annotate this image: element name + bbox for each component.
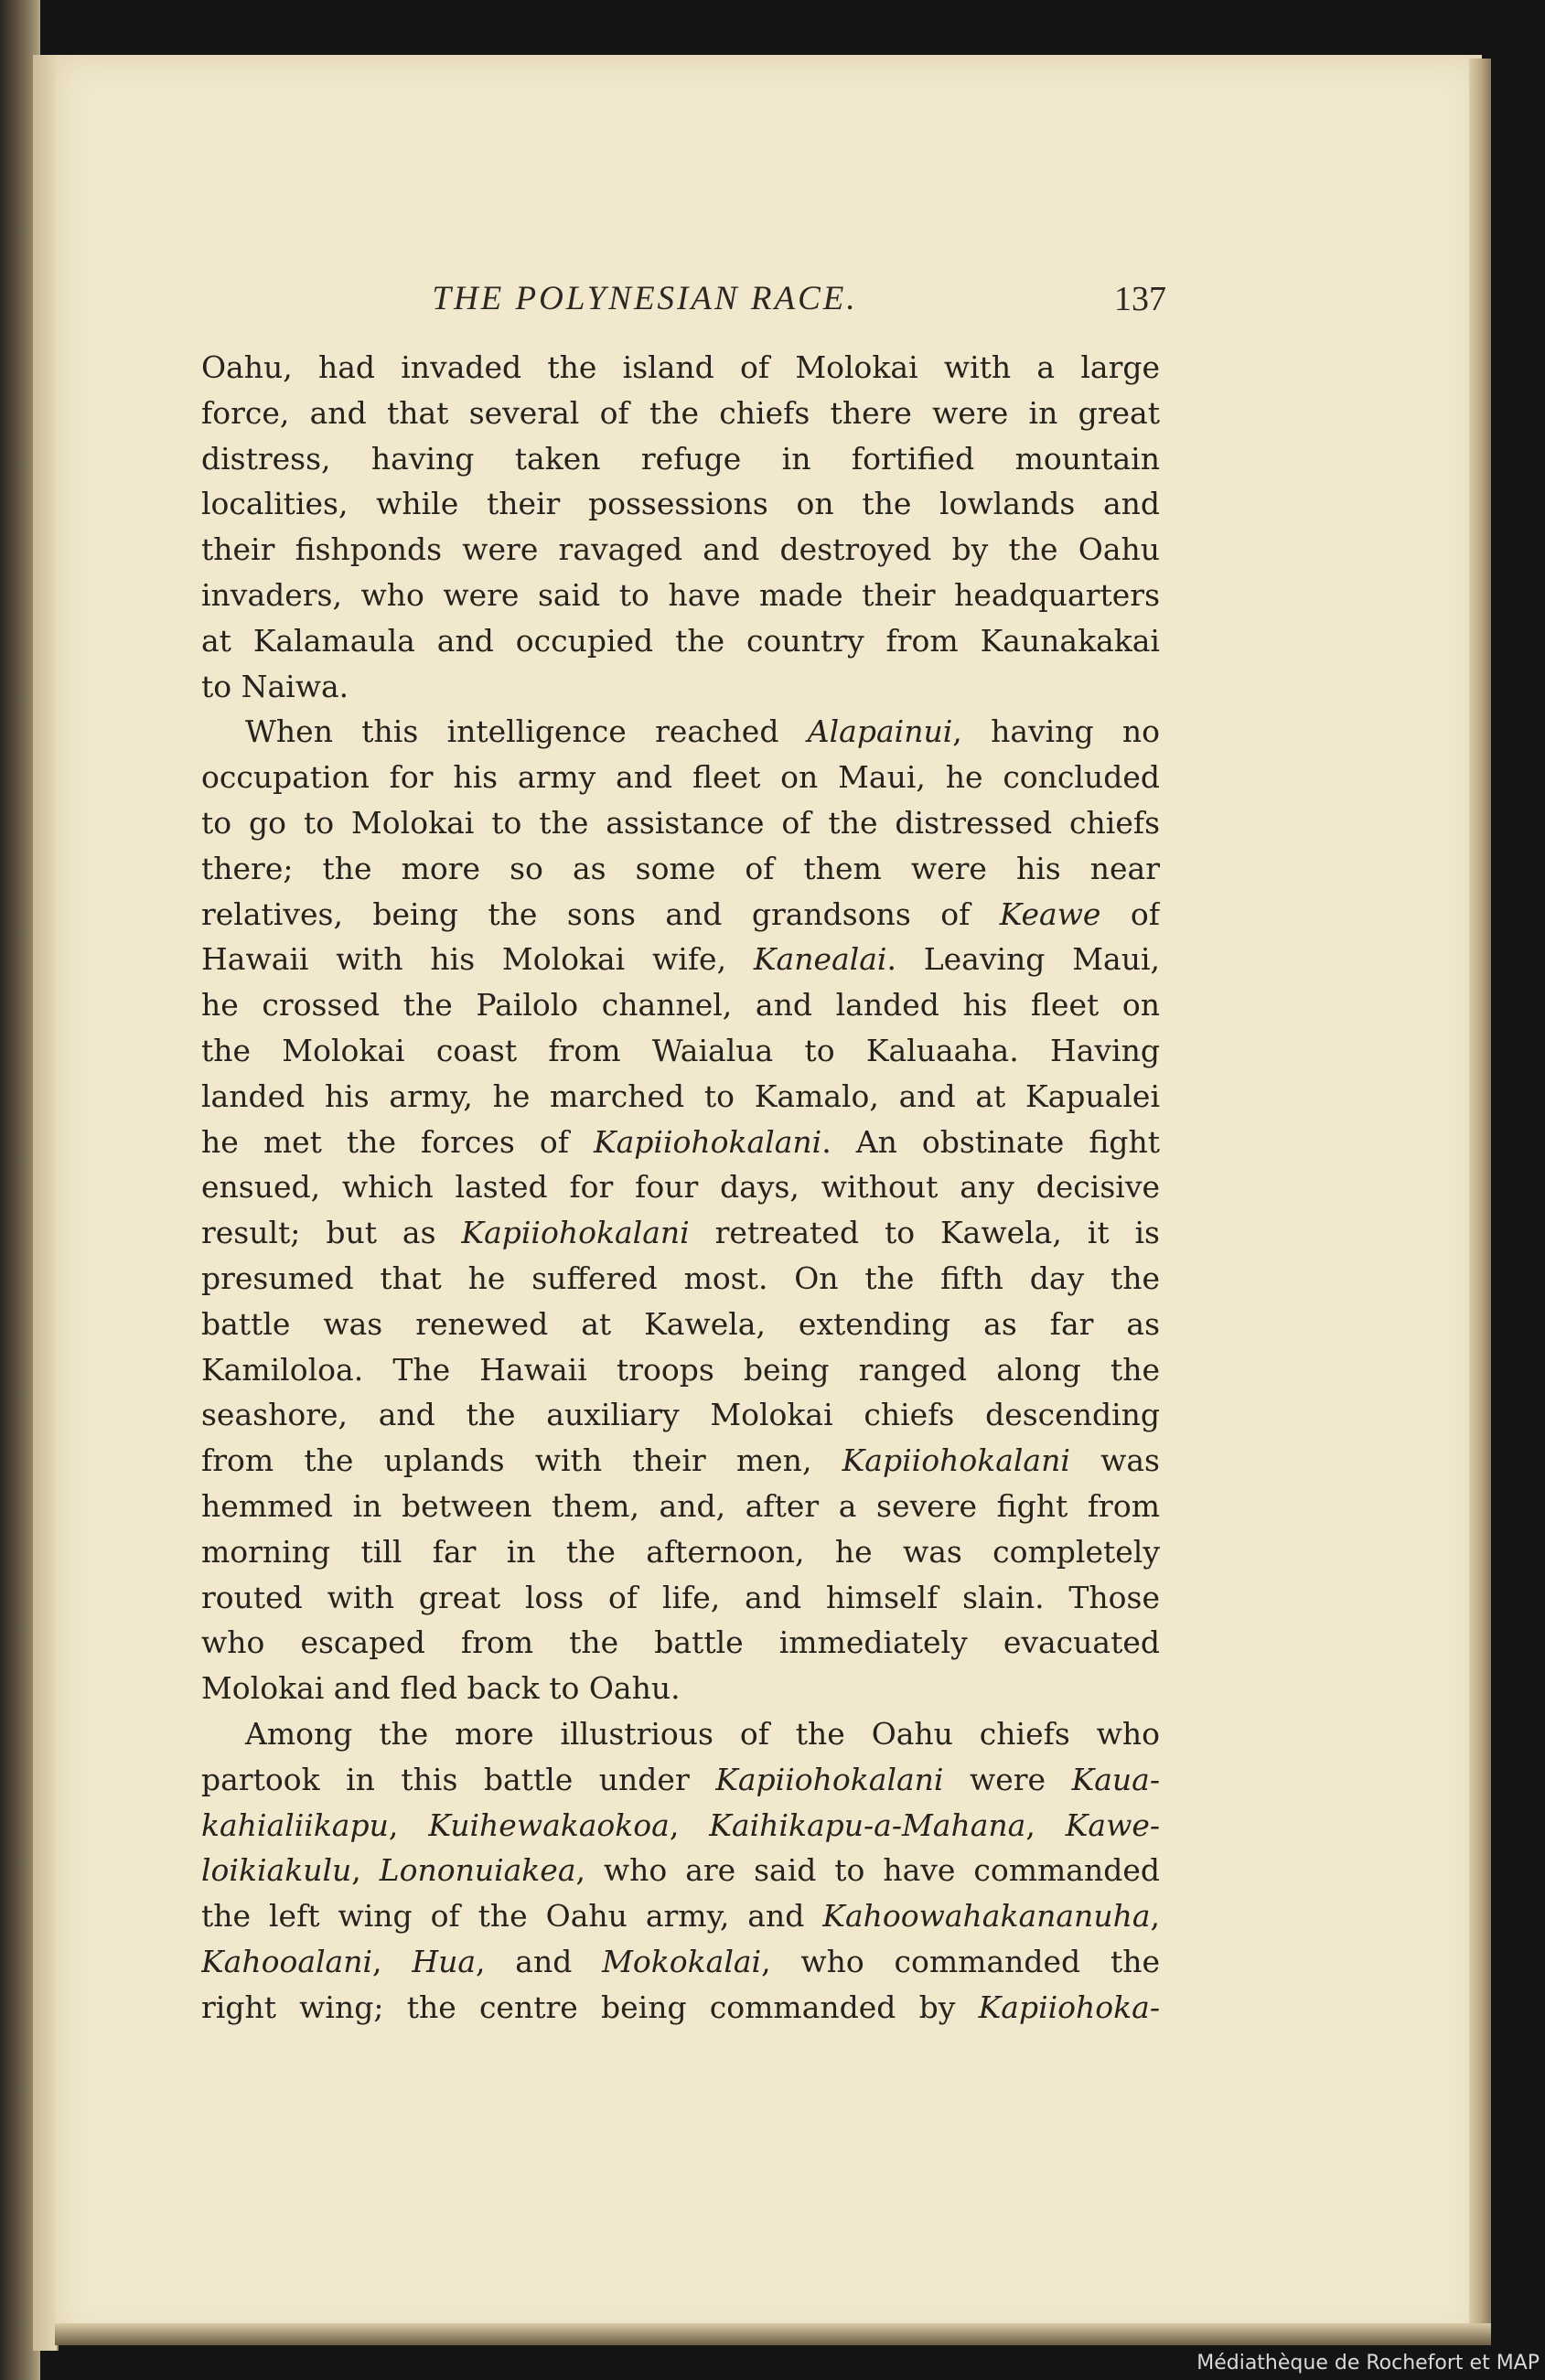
text-line: relatives, being the sons and grandsons of Keawe of bbox=[201, 895, 1160, 932]
text-line: kahialiikapu, Kuihewakaokoa, Kaihikapu-a-Mahana, Kawe- bbox=[201, 1806, 1160, 1843]
text-line: the left wing of the Oahu army, and Kahoowahakananuha, bbox=[201, 1898, 1160, 1935]
page-number: 137 bbox=[1114, 280, 1166, 318]
text-line: who escaped from the battle immediately evacuated bbox=[201, 1624, 1160, 1661]
text-line: he crossed the Pailolo channel, and landed his fleet on bbox=[201, 987, 1160, 1024]
text-line: presumed that he suffered most. On the fifth day the bbox=[201, 1260, 1160, 1296]
text-line: battle was renewed at Kawela, extending as far as bbox=[201, 1305, 1160, 1342]
text-line: ensued, which lasted for four days, without any decisive bbox=[201, 1169, 1160, 1206]
text-line: partook in this battle under Kapiiohokalani were Kaua- bbox=[201, 1761, 1160, 1797]
watermark-credit: Médiathèque de Rochefort et MAP bbox=[1196, 2352, 1540, 2375]
body-text bbox=[201, 345, 1160, 2030]
text-line: loikiakulu, Lononuiakea, who are said to have commanded bbox=[201, 1852, 1160, 1889]
text-line: When this intelligence reached Alapainui, having no bbox=[245, 713, 1160, 750]
text-line: hemmed in between them, and, after a severe fight from bbox=[201, 1487, 1160, 1524]
page-bottom-edge bbox=[55, 2323, 1491, 2345]
text-line: to Naiwa. bbox=[201, 668, 349, 704]
text-line: Kahooalani, Hua, and Mokokalai, who commanded the bbox=[201, 1943, 1160, 1979]
text-line: routed with great loss of life, and himself slain. Those bbox=[201, 1579, 1160, 1615]
text-line: their fishponds were ravaged and destroyed by the Oahu bbox=[201, 531, 1160, 568]
text-line: Among the more illustrious of the Oahu chiefs who bbox=[245, 1715, 1160, 1752]
page-header bbox=[206, 279, 1166, 325]
text-line: Kamiloloa. The Hawaii troops being ranged along the bbox=[201, 1351, 1160, 1388]
text-line: from the uplands with their men, Kapiiohokalani was bbox=[201, 1442, 1160, 1479]
text-line: there; the more so as some of them were his near bbox=[201, 850, 1160, 886]
text-line: Molokai and fled back to Oahu. bbox=[201, 1670, 681, 1707]
text-line: seashore, and the auxiliary Molokai chiefs descending bbox=[201, 1397, 1160, 1433]
text-line: right wing; the centre being commanded by Kapiiohoka- bbox=[201, 1989, 1160, 2025]
text-line: Hawaii with his Molokai wife, Kanealai. Leaving Maui, bbox=[201, 941, 1160, 978]
text-line: Oahu, had invaded the island of Molokai with a large bbox=[201, 349, 1160, 385]
text-line: landed his army, he marched to Kamalo, and at Kapualei bbox=[201, 1077, 1160, 1114]
text-line: localities, while their possessions on the lowlands and bbox=[201, 486, 1160, 522]
text-line: to go to Molokai to the assistance of the distressed chiefs bbox=[201, 804, 1160, 841]
page-stack-edge bbox=[1469, 59, 1491, 2343]
text-line: result; but as Kapiiohokalani retreated to Kawela, it is bbox=[201, 1215, 1160, 1251]
text-line: force, and that several of the chiefs there were in great bbox=[201, 394, 1160, 431]
text-line: distress, having taken refuge in fortified mountain bbox=[201, 440, 1160, 477]
text-line: the Molokai coast from Waialua to Kaluaaha. Having bbox=[201, 1032, 1160, 1068]
text-line: morning till far in the afternoon, he was completely bbox=[201, 1533, 1160, 1570]
text-line: occupation for his army and fleet on Maui, he concluded bbox=[201, 759, 1160, 796]
running-head: THE POLYNESIAN RACE. bbox=[432, 280, 858, 317]
text-line: invaders, who were said to have made their headquarters bbox=[201, 576, 1160, 613]
text-line: at Kalamaula and occupied the country from Kaunakakai bbox=[201, 622, 1160, 659]
text-line: he met the forces of Kapiiohokalani. An obstinate fight bbox=[201, 1123, 1160, 1160]
